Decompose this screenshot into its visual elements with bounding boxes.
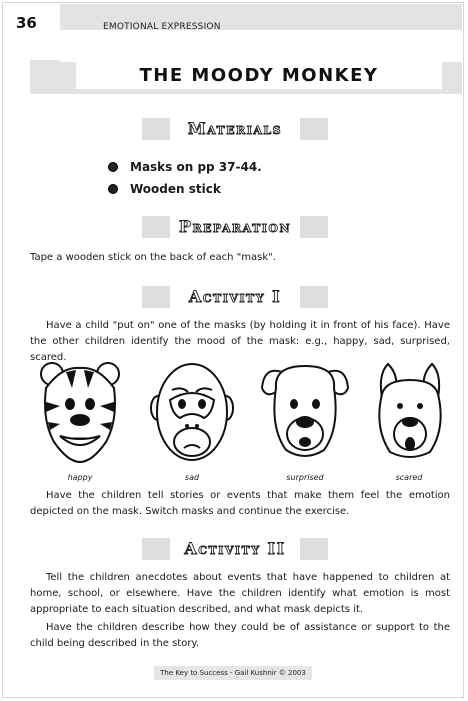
monkey-face-icon xyxy=(150,358,234,466)
heading-bar-left xyxy=(142,538,170,560)
bullet-icon xyxy=(108,162,118,172)
dog-face-surprised-icon xyxy=(260,358,350,466)
header-white-panel xyxy=(60,30,462,62)
activity2-heading-text: Activity II xyxy=(184,539,286,558)
materials-heading-text: Materials xyxy=(187,119,283,138)
heading-bar-left xyxy=(142,286,170,308)
mask-label-surprised: surprised xyxy=(286,473,324,482)
preparation-heading-text: Preparation xyxy=(178,217,292,236)
preparation-heading xyxy=(142,216,328,238)
list-item xyxy=(108,156,262,178)
activity1-followup: Have the children tell stories or events that make them feel the emotion depicted on the mask. Switch masks and continue the exercise. xyxy=(30,490,450,517)
activity1-heading-text: Activity I xyxy=(188,287,282,306)
footer-credit: The Key to Success - Gail Kushnir © 2003 xyxy=(154,666,312,680)
page-number-box xyxy=(4,4,60,60)
tiger-face-icon xyxy=(38,358,122,466)
list-item xyxy=(108,178,262,200)
heading-bar-right xyxy=(300,118,328,140)
page-number: 36 xyxy=(16,14,37,32)
materials-heading xyxy=(142,118,328,140)
activity2-heading xyxy=(142,538,328,560)
material-item: Wooden stick xyxy=(130,182,221,196)
activity1-heading xyxy=(142,286,328,308)
activity2-paragraph-1: Tell the children anecdotes about events that have happened to children at home, school, or elsewhere. Have the children identify what emotion is most appropriate to each situation described, and what mask depicts it. xyxy=(30,572,450,615)
activity1-intro: Have a child "put on" one of the masks (by holding it in front of his face). Have the other children identify the mood of the mask: e.g., happy, sad, surprised, scared. xyxy=(30,320,450,363)
heading-bar-right xyxy=(300,216,328,238)
materials-list xyxy=(108,156,262,200)
bullet-icon xyxy=(108,184,118,194)
heading-bar-right xyxy=(300,286,328,308)
activity2-paragraph-2: Have the children describe how they could be of assistance or support to the child being described in the story. xyxy=(30,622,450,649)
heading-bar-left xyxy=(142,118,170,140)
section-tag: EMOTIONAL EXPRESSION xyxy=(103,22,221,32)
page-title: THE MOODY MONKEY xyxy=(139,65,379,86)
mask-label-scared: scared xyxy=(395,473,423,482)
mask-label-happy: happy xyxy=(67,473,93,482)
heading-bar-left xyxy=(142,216,170,238)
preparation-text: Tape a wooden stick on the back of each "mask". xyxy=(30,252,276,263)
dog-face-scared-icon xyxy=(368,358,452,466)
material-item: Masks on pp 37-44. xyxy=(130,160,262,174)
heading-bar-right xyxy=(300,538,328,560)
title-bar xyxy=(76,62,442,89)
mask-label-sad: sad xyxy=(184,473,200,482)
